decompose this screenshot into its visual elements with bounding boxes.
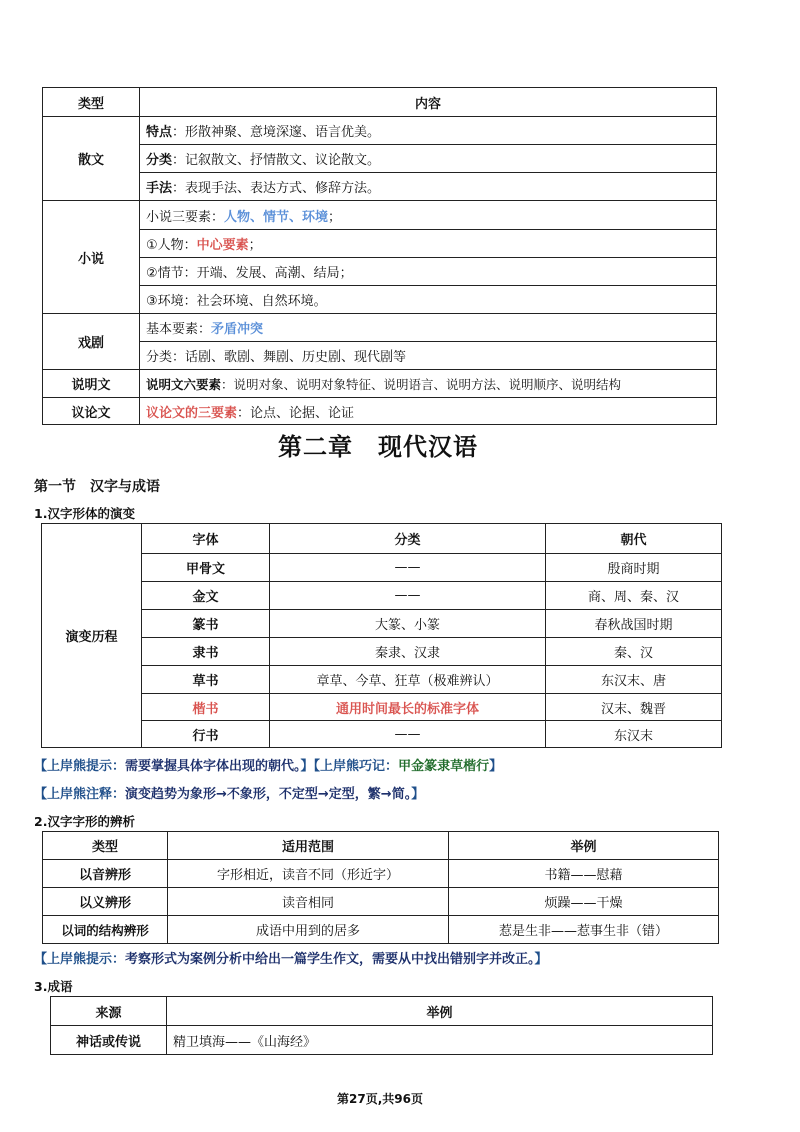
prose-feature: 特点：形散神聚、意境深邃、语言优美。 [140, 117, 717, 145]
idiom-table [50, 996, 713, 1055]
genre-novel: 小说 [43, 201, 140, 314]
header-example: 举例 [449, 832, 719, 860]
tip-line-2: 【上岸熊注释：演变趋势为象形→不象形，不定型→定型，繁→简。】 [34, 787, 425, 802]
expository-elements: 说明文六要素：说明对象、说明对象特征、说明语言、说明方法、说明顺序、说明结构 [140, 370, 717, 398]
evolution-label: 演变历程 [42, 524, 142, 748]
header-type: 类型 [43, 88, 140, 117]
header-type: 类型 [43, 832, 168, 860]
novel-plot: ②情节：开端、发展、高潮、结局； [140, 258, 717, 286]
table-row: 行书 —— 东汉末 [42, 721, 722, 748]
genre-expository: 说明文 [43, 370, 140, 398]
table-row: 金文 —— 商、周、秦、汉 [42, 582, 722, 610]
glyph-distinction-table [42, 831, 719, 944]
drama-elements: 基本要素：矛盾冲突 [140, 314, 717, 342]
page-number: 第27页,共96页 [337, 1092, 423, 1106]
genre-prose: 散文 [43, 117, 140, 201]
tip-line-3: 【上岸熊提示：考察形式为案例分析中给出一篇学生作文，需要从中找出错别字并改正。】 [34, 952, 548, 967]
drama-category: 分类：话剧、歌剧、舞剧、历史剧、现代剧等 [140, 342, 717, 370]
table-row: 草书 章草、今草、狂草（极难辨认） 东汉末、唐 [42, 666, 722, 694]
subsection-title-3: 3.成语 [34, 979, 73, 994]
header-dynasty: 朝代 [546, 524, 722, 554]
novel-environment: ③环境：社会环境、自然环境。 [140, 286, 717, 314]
tip-line-1: 【上岸熊提示：需要掌握具体字体出现的朝代。】【上岸熊巧记：甲金篆隶草楷行】 [34, 759, 503, 774]
header-source: 来源 [51, 997, 167, 1026]
script-evolution-table [41, 523, 722, 748]
subsection-title-2: 2.汉字字形的辨析 [34, 814, 135, 829]
header-category: 分类 [270, 524, 546, 554]
header-example: 举例 [167, 997, 713, 1026]
table-row: 以义辨形 读音相同 烦躁——干燥 [43, 888, 719, 916]
prose-technique: 手法：表现手法、表达方式、修辞方法。 [140, 173, 717, 201]
novel-character: ①人物：中心要素； [140, 230, 717, 258]
table-row: 隶书 秦隶、汉隶 秦、汉 [42, 638, 722, 666]
table-row: 以音辨形 字形相近，读音不同（形近字） 书籍——慰藉 [43, 860, 719, 888]
subsection-title-1: 1.汉字形体的演变 [34, 506, 135, 521]
table-row: 以词的结构辨形 成语中用到的居多 惹是生非——惹事生非（错） [43, 916, 719, 944]
genre-drama: 戏剧 [43, 314, 140, 370]
argumentative-elements: 议论文的三要素：论点、论据、论证 [140, 398, 717, 425]
chapter-title: 第二章 现代汉语 [278, 432, 478, 461]
header-font: 字体 [142, 524, 270, 554]
novel-elements: 小说三要素：人物、情节、环境； [140, 201, 717, 230]
table-row: 楷书 通用时间最长的标准字体 汉末、魏晋 [42, 694, 722, 721]
literature-genre-table [42, 87, 717, 425]
table-row: 神话或传说 精卫填海——《山海经》 [51, 1026, 713, 1055]
genre-argumentative: 议论文 [43, 398, 140, 425]
section-title: 第一节 汉字与成语 [34, 479, 160, 495]
header-scope: 适用范围 [168, 832, 449, 860]
table-row: 甲骨文 —— 殷商时期 [42, 554, 722, 582]
table-row: 篆书 大篆、小篆 春秋战国时期 [42, 610, 722, 638]
prose-category: 分类：记叙散文、抒情散文、议论散文。 [140, 145, 717, 173]
header-content: 内容 [140, 88, 717, 117]
